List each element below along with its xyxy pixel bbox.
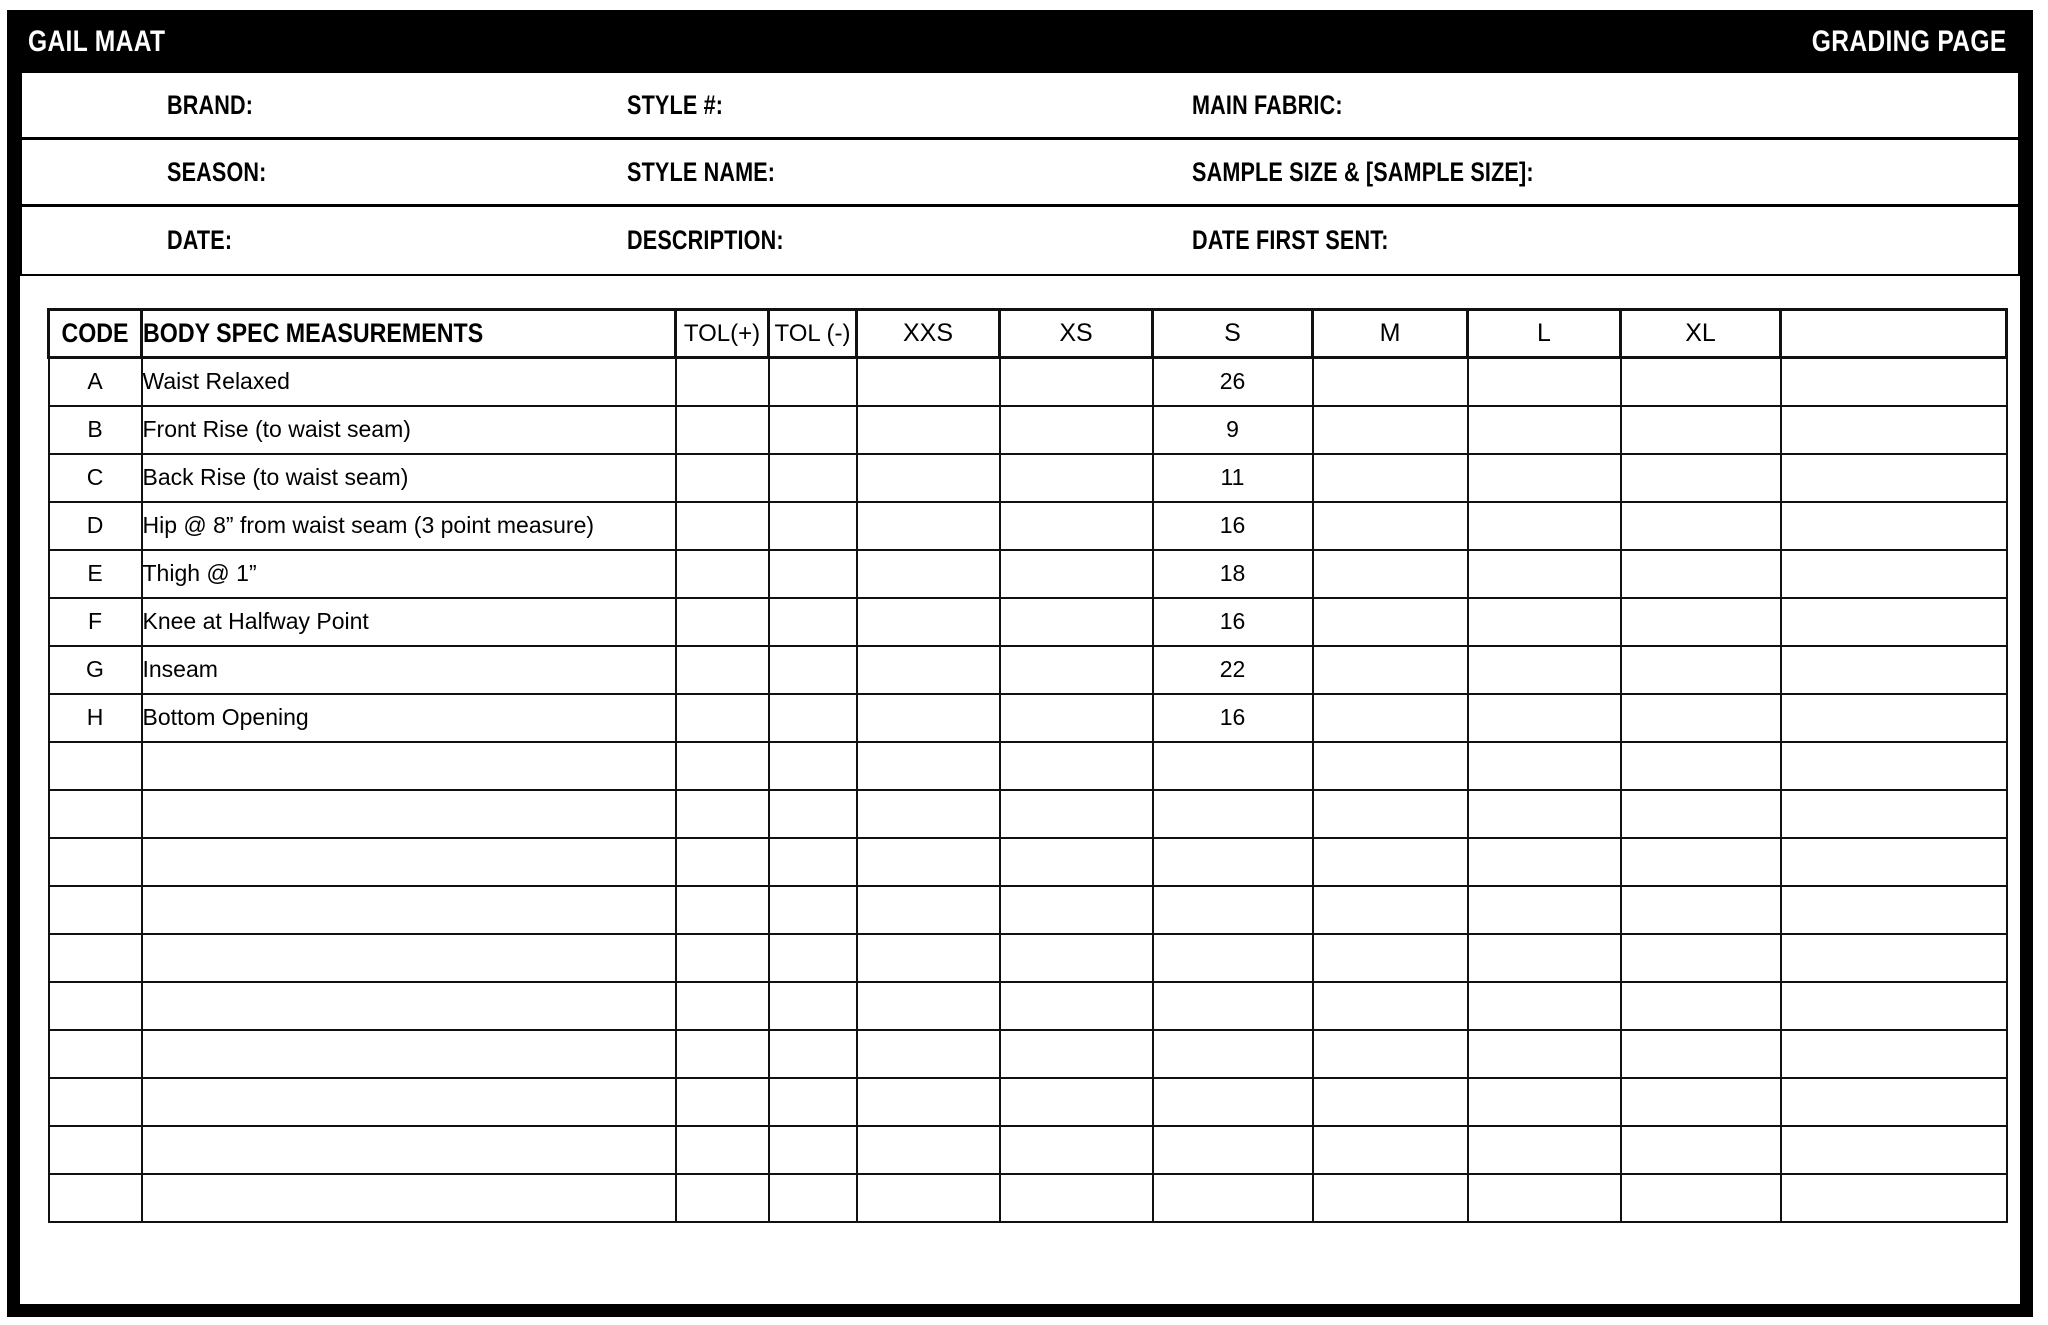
col-header-size-m: M (1313, 310, 1468, 358)
cell-empty-xxs[interactable] (857, 1030, 1000, 1078)
cell-toln[interactable] (769, 358, 857, 406)
cell-empty-xxs[interactable] (857, 886, 1000, 934)
cell-empty-code[interactable] (49, 838, 142, 886)
cell-empty-toln[interactable] (769, 886, 857, 934)
cell-xs[interactable] (1000, 502, 1153, 550)
cell-s[interactable]: 22 (1153, 646, 1313, 694)
cell-xl[interactable] (1621, 454, 1781, 502)
cell-empty-m[interactable] (1313, 886, 1468, 934)
col-header-extra (1781, 310, 2007, 358)
field-label-style-name-text: STYLE NAME: (627, 156, 776, 187)
cell-xs[interactable] (1000, 550, 1153, 598)
cell-empty-xl[interactable] (1621, 838, 1781, 886)
cell-extra[interactable] (1781, 454, 2007, 502)
cell-s[interactable]: 16 (1153, 598, 1313, 646)
table-row-empty (49, 838, 2007, 886)
table-row-empty (49, 1030, 2007, 1078)
cell-toln[interactable] (769, 694, 857, 742)
cell-empty-s[interactable] (1153, 886, 1313, 934)
field-label-sample-size (1152, 140, 2018, 204)
cell-empty-m[interactable] (1313, 790, 1468, 838)
cell-xs[interactable] (1000, 406, 1153, 454)
cell-empty-s[interactable] (1153, 1078, 1313, 1126)
cell-empty-l[interactable] (1468, 886, 1621, 934)
table-row (49, 550, 2007, 598)
cell-desc[interactable]: Waist Relaxed (142, 358, 676, 406)
cell-empty-xs[interactable] (1000, 790, 1153, 838)
cell-code[interactable]: E (49, 550, 142, 598)
cell-code[interactable]: D (49, 502, 142, 550)
table-row (49, 406, 2007, 454)
cell-toln[interactable] (769, 454, 857, 502)
col-header-size-l: L (1468, 310, 1621, 358)
cell-empty-xxs[interactable] (857, 1126, 1000, 1174)
field-label-brand (22, 73, 592, 137)
cell-empty-xxs[interactable] (857, 790, 1000, 838)
cell-empty-desc[interactable] (142, 838, 676, 886)
field-label-date-text: DATE: (167, 225, 233, 255)
cell-empty-desc[interactable] (142, 982, 676, 1030)
page-border-right (2020, 10, 2033, 1317)
cell-empty-tolp[interactable] (676, 886, 769, 934)
cell-empty-xl[interactable] (1621, 886, 1781, 934)
table-row (49, 454, 2007, 502)
cell-empty-toln[interactable] (769, 934, 857, 982)
cell-empty-desc[interactable] (142, 934, 676, 982)
cell-extra[interactable] (1781, 598, 2007, 646)
cell-empty-xxs[interactable] (857, 838, 1000, 886)
cell-empty-toln[interactable] (769, 1030, 857, 1078)
table-row-empty (49, 886, 2007, 934)
table-row (49, 646, 2007, 694)
cell-empty-code[interactable] (49, 982, 142, 1030)
cell-extra[interactable] (1781, 694, 2007, 742)
cell-empty-m[interactable] (1313, 1174, 1468, 1222)
cell-empty-extra[interactable] (1781, 1174, 2007, 1222)
cell-s[interactable]: 11 (1153, 454, 1313, 502)
field-label-sample-size-text: SAMPLE SIZE & [SAMPLE SIZE]: (1192, 156, 1534, 187)
cell-xl[interactable] (1621, 406, 1781, 454)
cell-empty-desc[interactable] (142, 1174, 676, 1222)
cell-empty-l[interactable] (1468, 790, 1621, 838)
info-row (22, 140, 2018, 207)
cell-empty-m[interactable] (1313, 1126, 1468, 1174)
cell-empty-code[interactable] (49, 934, 142, 982)
cell-xxs[interactable] (857, 598, 1000, 646)
field-label-season-text: SEASON: (167, 156, 267, 187)
cell-xxs[interactable] (857, 646, 1000, 694)
cell-empty-tolp[interactable] (676, 1174, 769, 1222)
cell-empty-toln[interactable] (769, 982, 857, 1030)
cell-tolp[interactable] (676, 454, 769, 502)
cell-empty-code[interactable] (49, 742, 142, 790)
cell-empty-xs[interactable] (1000, 1078, 1153, 1126)
table-row-empty (49, 1078, 2007, 1126)
cell-m[interactable] (1313, 358, 1468, 406)
cell-tolp[interactable] (676, 694, 769, 742)
info-row (22, 73, 2018, 140)
cell-empty-xs[interactable] (1000, 838, 1153, 886)
cell-empty-xl[interactable] (1621, 790, 1781, 838)
cell-empty-xs[interactable] (1000, 886, 1153, 934)
cell-xs[interactable] (1000, 454, 1153, 502)
cell-empty-m[interactable] (1313, 982, 1468, 1030)
cell-tolp[interactable] (676, 358, 769, 406)
cell-l[interactable] (1468, 406, 1621, 454)
cell-empty-s[interactable] (1153, 1126, 1313, 1174)
spec-table-container (47, 308, 2005, 1223)
cell-empty-desc[interactable] (142, 1078, 676, 1126)
cell-xl[interactable] (1621, 598, 1781, 646)
cell-xl[interactable] (1621, 358, 1781, 406)
cell-xxs[interactable] (857, 358, 1000, 406)
cell-empty-l[interactable] (1468, 742, 1621, 790)
cell-empty-xs[interactable] (1000, 1030, 1153, 1078)
field-label-season (22, 140, 592, 204)
cell-empty-tolp[interactable] (676, 1078, 769, 1126)
cell-empty-code[interactable] (49, 886, 142, 934)
cell-empty-desc[interactable] (142, 742, 676, 790)
cell-xl[interactable] (1621, 550, 1781, 598)
cell-empty-s[interactable] (1153, 790, 1313, 838)
cell-desc[interactable]: Back Rise (to waist seam) (142, 454, 676, 502)
cell-empty-code[interactable] (49, 1126, 142, 1174)
table-row-empty (49, 934, 2007, 982)
cell-xxs[interactable] (857, 454, 1000, 502)
cell-toln[interactable] (769, 598, 857, 646)
cell-empty-extra[interactable] (1781, 790, 2007, 838)
cell-empty-toln[interactable] (769, 838, 857, 886)
col-header-tol-plus: TOL(+) (676, 310, 769, 358)
cell-extra[interactable] (1781, 502, 2007, 550)
cell-empty-xl[interactable] (1621, 1126, 1781, 1174)
cell-empty-desc[interactable] (142, 886, 676, 934)
field-label-main-fabric (1152, 73, 2018, 137)
cell-empty-extra[interactable] (1781, 1126, 2007, 1174)
cell-empty-s[interactable] (1153, 1030, 1313, 1078)
cell-empty-xxs[interactable] (857, 982, 1000, 1030)
info-row (22, 207, 2018, 274)
col-header-size-xs: XS (1000, 310, 1153, 358)
col-header-size-xxs: XXS (857, 310, 1000, 358)
cell-empty-code[interactable] (49, 790, 142, 838)
cell-xl[interactable] (1621, 694, 1781, 742)
body-spec-measurements-table (47, 308, 2008, 1223)
cell-empty-xs[interactable] (1000, 982, 1153, 1030)
cell-empty-l[interactable] (1468, 982, 1621, 1030)
cell-empty-extra[interactable] (1781, 1078, 2007, 1126)
cell-empty-l[interactable] (1468, 1174, 1621, 1222)
cell-toln[interactable] (769, 502, 857, 550)
cell-tolp[interactable] (676, 550, 769, 598)
cell-empty-tolp[interactable] (676, 742, 769, 790)
cell-empty-tolp[interactable] (676, 790, 769, 838)
cell-code[interactable]: C (49, 454, 142, 502)
table-row (49, 358, 2007, 406)
cell-desc[interactable]: Hip @ 8” from waist seam (3 point measure) (142, 502, 676, 550)
table-row-empty (49, 1174, 2007, 1222)
cell-empty-tolp[interactable] (676, 838, 769, 886)
table-row (49, 694, 2007, 742)
cell-empty-code[interactable] (49, 1078, 142, 1126)
cell-code[interactable]: H (49, 694, 142, 742)
cell-empty-l[interactable] (1468, 934, 1621, 982)
cell-empty-extra[interactable] (1781, 886, 2007, 934)
cell-xxs[interactable] (857, 406, 1000, 454)
cell-empty-toln[interactable] (769, 790, 857, 838)
cell-empty-l[interactable] (1468, 1030, 1621, 1078)
field-label-description-text: DESCRIPTION: (627, 225, 784, 255)
cell-toln[interactable] (769, 406, 857, 454)
cell-m[interactable] (1313, 406, 1468, 454)
cell-xs[interactable] (1000, 358, 1153, 406)
page-header-right-label: GRADING PAGE (1812, 24, 2007, 58)
cell-empty-xl[interactable] (1621, 1174, 1781, 1222)
cell-m[interactable] (1313, 694, 1468, 742)
table-row-empty (49, 1126, 2007, 1174)
cell-tolp[interactable] (676, 406, 769, 454)
cell-empty-toln[interactable] (769, 742, 857, 790)
cell-empty-m[interactable] (1313, 1030, 1468, 1078)
cell-l[interactable] (1468, 598, 1621, 646)
col-header-size-xl: XL (1621, 310, 1781, 358)
cell-empty-tolp[interactable] (676, 1126, 769, 1174)
field-label-style-number-text: STYLE #: (627, 89, 724, 120)
cell-tolp[interactable] (676, 502, 769, 550)
cell-empty-xs[interactable] (1000, 934, 1153, 982)
cell-empty-xl[interactable] (1621, 742, 1781, 790)
cell-desc[interactable]: Front Rise (to waist seam) (142, 406, 676, 454)
cell-empty-xl[interactable] (1621, 934, 1781, 982)
cell-code[interactable]: G (49, 646, 142, 694)
cell-empty-extra[interactable] (1781, 838, 2007, 886)
col-header-tol-minus: TOL (-) (769, 310, 857, 358)
cell-empty-xxs[interactable] (857, 1078, 1000, 1126)
field-label-main-fabric-text: MAIN FABRIC: (1192, 89, 1343, 120)
cell-s[interactable]: 18 (1153, 550, 1313, 598)
cell-empty-l[interactable] (1468, 1078, 1621, 1126)
cell-empty-desc[interactable] (142, 1126, 676, 1174)
cell-xs[interactable] (1000, 646, 1153, 694)
cell-l[interactable] (1468, 550, 1621, 598)
cell-empty-xxs[interactable] (857, 742, 1000, 790)
field-label-date-first-sent (1152, 207, 2018, 274)
cell-empty-extra[interactable] (1781, 982, 2007, 1030)
cell-m[interactable] (1313, 598, 1468, 646)
cell-empty-desc[interactable] (142, 1030, 676, 1078)
cell-empty-toln[interactable] (769, 1174, 857, 1222)
cell-empty-m[interactable] (1313, 742, 1468, 790)
cell-l[interactable] (1468, 502, 1621, 550)
cell-m[interactable] (1313, 646, 1468, 694)
cell-empty-xs[interactable] (1000, 1174, 1153, 1222)
cell-extra[interactable] (1781, 406, 2007, 454)
field-label-date-first-sent-text: DATE FIRST SENT: (1192, 225, 1389, 255)
cell-empty-m[interactable] (1313, 934, 1468, 982)
cell-l[interactable] (1468, 454, 1621, 502)
cell-xs[interactable] (1000, 598, 1153, 646)
cell-s[interactable]: 16 (1153, 502, 1313, 550)
cell-s[interactable]: 9 (1153, 406, 1313, 454)
cell-empty-extra[interactable] (1781, 934, 2007, 982)
cell-xxs[interactable] (857, 550, 1000, 598)
cell-empty-s[interactable] (1153, 982, 1313, 1030)
cell-tolp[interactable] (676, 598, 769, 646)
field-label-date (22, 207, 592, 274)
cell-s[interactable]: 26 (1153, 358, 1313, 406)
field-label-style-name (592, 140, 1152, 204)
cell-empty-xxs[interactable] (857, 1174, 1000, 1222)
cell-extra[interactable] (1781, 550, 2007, 598)
cell-empty-code[interactable] (49, 1030, 142, 1078)
cell-empty-xxs[interactable] (857, 934, 1000, 982)
cell-toln[interactable] (769, 550, 857, 598)
cell-m[interactable] (1313, 454, 1468, 502)
cell-toln[interactable] (769, 646, 857, 694)
cell-empty-toln[interactable] (769, 1126, 857, 1174)
cell-empty-extra[interactable] (1781, 1030, 2007, 1078)
cell-empty-toln[interactable] (769, 1078, 857, 1126)
cell-code[interactable]: A (49, 358, 142, 406)
table-row (49, 598, 2007, 646)
col-header-size-s: S (1153, 310, 1313, 358)
cell-empty-tolp[interactable] (676, 934, 769, 982)
cell-m[interactable] (1313, 502, 1468, 550)
spec-table-body (49, 358, 2007, 1222)
style-info-block (20, 73, 2020, 276)
table-row-empty (49, 742, 2007, 790)
page-border-bottom (7, 1304, 2033, 1317)
cell-empty-xl[interactable] (1621, 982, 1781, 1030)
cell-empty-s[interactable] (1153, 934, 1313, 982)
page-header-bar (7, 10, 2033, 73)
table-row-empty (49, 982, 2007, 1030)
cell-tolp[interactable] (676, 646, 769, 694)
col-header-body-spec-measurements: BODY SPEC MEASUREMENTS (142, 310, 676, 358)
cell-extra[interactable] (1781, 646, 2007, 694)
cell-code[interactable]: B (49, 406, 142, 454)
cell-desc[interactable]: Thigh @ 1” (142, 550, 676, 598)
cell-xl[interactable] (1621, 646, 1781, 694)
cell-empty-l[interactable] (1468, 1126, 1621, 1174)
cell-empty-s[interactable] (1153, 742, 1313, 790)
cell-empty-extra[interactable] (1781, 742, 2007, 790)
cell-empty-tolp[interactable] (676, 1030, 769, 1078)
cell-empty-xl[interactable] (1621, 1030, 1781, 1078)
table-row (49, 502, 2007, 550)
page-title: GAIL MAAT (28, 24, 166, 58)
cell-empty-xl[interactable] (1621, 1078, 1781, 1126)
cell-xxs[interactable] (857, 694, 1000, 742)
cell-extra[interactable] (1781, 358, 2007, 406)
table-row-empty (49, 790, 2007, 838)
cell-m[interactable] (1313, 550, 1468, 598)
cell-empty-code[interactable] (49, 1174, 142, 1222)
cell-empty-xs[interactable] (1000, 742, 1153, 790)
cell-s[interactable]: 16 (1153, 694, 1313, 742)
spec-table-header-row (49, 310, 2007, 358)
cell-xs[interactable] (1000, 694, 1153, 742)
cell-l[interactable] (1468, 694, 1621, 742)
cell-empty-s[interactable] (1153, 838, 1313, 886)
cell-code[interactable]: F (49, 598, 142, 646)
cell-xxs[interactable] (857, 502, 1000, 550)
cell-l[interactable] (1468, 358, 1621, 406)
cell-empty-l[interactable] (1468, 838, 1621, 886)
cell-desc[interactable]: Knee at Halfway Point (142, 598, 676, 646)
cell-desc[interactable]: Bottom Opening (142, 694, 676, 742)
cell-empty-xs[interactable] (1000, 1126, 1153, 1174)
cell-empty-m[interactable] (1313, 1078, 1468, 1126)
col-header-code: CODE (49, 310, 142, 358)
cell-l[interactable] (1468, 646, 1621, 694)
page-border-left (7, 10, 20, 1317)
field-label-style-number (592, 73, 1152, 137)
cell-empty-tolp[interactable] (676, 982, 769, 1030)
cell-desc[interactable]: Inseam (142, 646, 676, 694)
field-label-brand-text: BRAND: (167, 89, 254, 120)
cell-empty-s[interactable] (1153, 1174, 1313, 1222)
cell-empty-m[interactable] (1313, 838, 1468, 886)
cell-empty-desc[interactable] (142, 790, 676, 838)
cell-xl[interactable] (1621, 502, 1781, 550)
field-label-description (592, 207, 1152, 274)
